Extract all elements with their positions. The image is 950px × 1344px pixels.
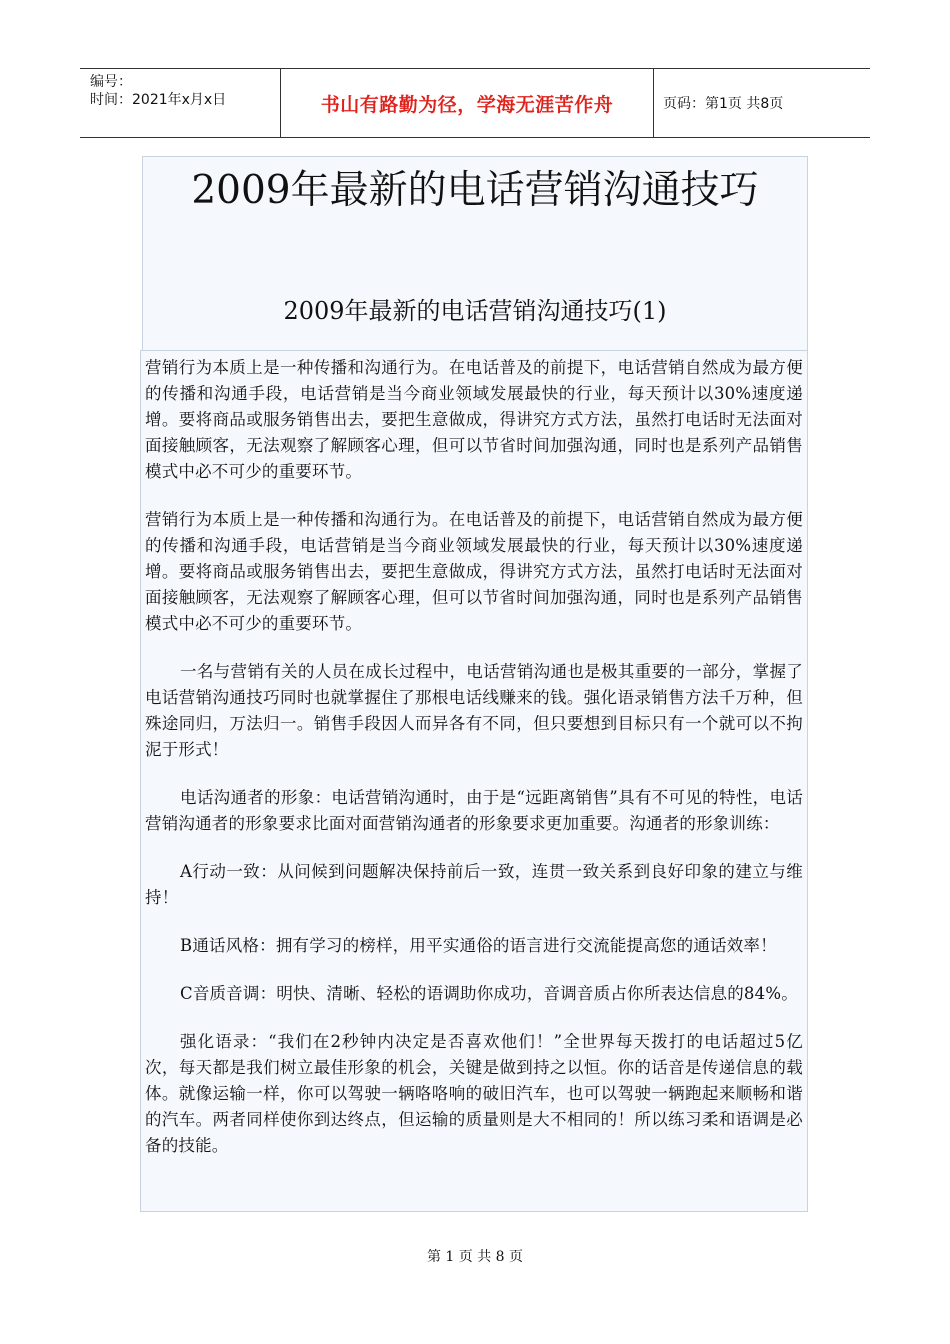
paragraph: 营销行为本质上是一种传播和沟通行为。在电话普及的前提下，电话营销自然成为最方便的传播和沟通手段，电话营销是当今商业领域发展最快的行业，每天预计以30%速度递增。要将商品或服务销售出去，要把生意做成，得讲究方式方法，虽然打电话时无法面对面接触顾客，无法观察了解顾客心理，但可以节省时间加强沟通，同时也是系列产品销售模式中必不可少的重要环节。 bbox=[145, 358, 803, 481]
paragraph: 强化语录：“我们在2秒钟内决定是否喜欢他们！”全世界每天拨打的电话超过5亿次，每天都是我们树立最佳形象的机会，关键是做到持之以恒。你的话音是传递信息的载体。就像运输一样，你可以驾驶一辆咯咯响的破旧汽车，也可以驾驶一辆跑起来顺畅和谐的汽车。两者同样使你到达终点，但运输的质量则是大不相同的！所以练习柔和语调是必备的技能。 bbox=[145, 1032, 803, 1155]
page-header bbox=[80, 68, 870, 138]
motto-text: 书山有路勤为径，学海无涯苦作舟 bbox=[320, 93, 614, 116]
header-motto-cell bbox=[280, 69, 654, 137]
title-box bbox=[142, 156, 808, 352]
document-subtitle: 2009年最新的电话营销沟通技巧(1) bbox=[283, 297, 667, 325]
number-label: 编号： bbox=[90, 74, 132, 90]
paragraph: 电话沟通者的形象：电话营销沟通时，由于是“远距离销售”具有不可见的特性，电话营销沟通者的形象要求比面对面营销沟通者的形象要求更加重要。沟通者的形象训练： bbox=[145, 788, 803, 833]
document-title: 2009年最新的电话营销沟通技巧 bbox=[191, 168, 759, 213]
page-footer: 第 1 页 共 8 页 bbox=[426, 1249, 524, 1265]
paragraph: C音质音调：明快、清晰、轻松的语调助你成功，音调音质占你所表达信息的84%。 bbox=[180, 984, 798, 1003]
content-box bbox=[140, 350, 808, 1212]
time-label: 时间：2021年x月x日 bbox=[90, 92, 227, 108]
header-page-info: 页码：第1页 共8页 bbox=[663, 96, 784, 112]
header-meta bbox=[80, 69, 280, 137]
paragraph: A行动一致：从问候到问题解决保持前后一致，连贯一致关系到良好印象的建立与维持！ bbox=[145, 862, 803, 907]
paragraph: B通话风格：拥有学习的榜样，用平实通俗的语言进行交流能提高您的通话效率！ bbox=[180, 936, 777, 955]
paragraph: 营销行为本质上是一种传播和沟通行为。在电话普及的前提下，电话营销自然成为最方便的传播和沟通手段，电话营销是当今商业领域发展最快的行业，每天预计以30%速度递增。要将商品或服务销售出去，要把生意做成，得讲究方式方法，虽然打电话时无法面对面接触顾客，无法观察了解顾客心理，但可以节省时间加强沟通，同时也是系列产品销售模式中必不可少的重要环节。 bbox=[145, 510, 803, 633]
paragraph: 一名与营销有关的人员在成长过程中，电话营销沟通也是极其重要的一部分，掌握了电话营销沟通技巧同时也就掌握住了那根电话线赚来的钱。强化语录销售方法千万种，但殊途同归，万法归一。销售手段因人而异各有不同，但只要想到目标只有一个就可以不拘泥于形式！ bbox=[145, 662, 803, 759]
